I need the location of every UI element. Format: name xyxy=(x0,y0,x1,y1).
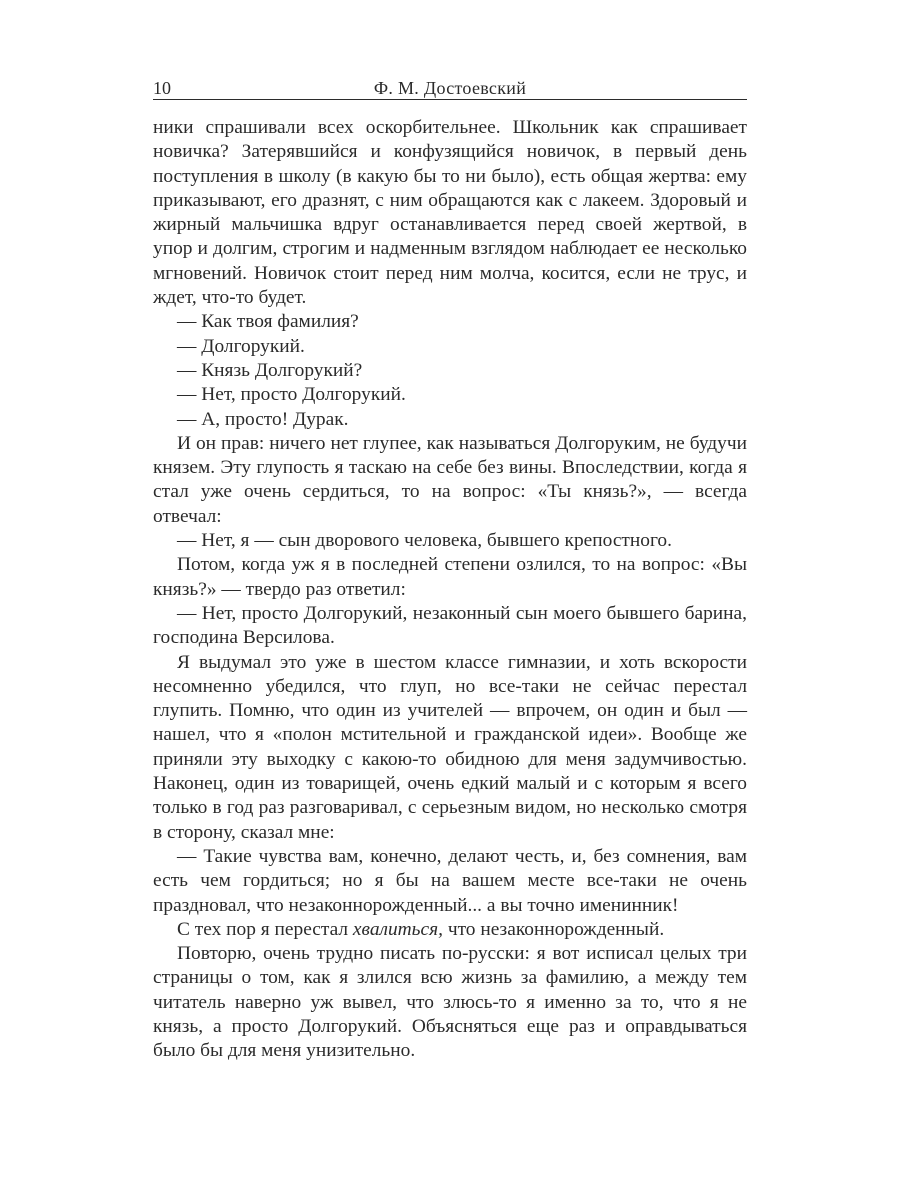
paragraph-1: ники спрашивали всех оскорбительнее. Школьник как спрашивает новичка? Затерявшийся и конфузящийся новичок, в первый день поступления в школу (в какую бы то ни было), есть общая жертва: ему приказывают, его дразнят, с ним обращаются как с лакеем. Здоровый и жирный мальчишка вдруг останавливается перед своей жертвой, в упор и долгим, строгим и надменным взглядом наблюдает ее несколько мгновений. Новичок стоит перед ним молча, косится, если не трус, и ждет, что-то будет. xyxy=(153,117,747,309)
paragraph-2: И он прав: ничего нет глупее, как называться Долгоруким, не будучи князем. Эту глупость я таскаю на себе без вины. Впоследствии, когда я стал уже очень сердиться, то на вопрос: «Ты князь?», — всегда отвечал: xyxy=(153,432,747,527)
paragraph-5-start: С тех пор я перестал xyxy=(177,918,353,940)
page-number: 10 xyxy=(153,78,171,98)
dialogue-line-3: — Князь Долгорукий? xyxy=(177,359,363,381)
italic-word: хвалиться, xyxy=(352,918,443,940)
paragraph-6: Повторю, очень трудно писать по-русски: я вот исписал целых три страницы о том, как я злился всю жизнь за фамилию, а между тем читатель наверно уж вывел, что злюсь-то я именно за то, что я не князь, а просто Долгорукий. Объясняться еще раз и оправдываться было бы для меня унизительно. xyxy=(153,943,747,1062)
dialogue-line-1: — Как твоя фамилия? xyxy=(177,311,359,333)
body-text xyxy=(153,116,747,1064)
paragraph-3: Потом, когда уж я в последней степени озлился, то на вопрос: «Вы князь?» — твердо раз ответил: xyxy=(153,554,747,600)
dialogue-line-6: — Нет, я — сын дворового человека, бывшего крепостного. xyxy=(177,530,672,552)
dialogue-line-2: — Долгорукий. xyxy=(177,335,305,357)
dialogue-line-8: — Такие чувства вам, конечно, делают честь, и, без сомнения, вам есть чем гордиться; но я бы на вашем месте все-таки не очень праздновал, что незаконнорожденный... а вы точно именинник! xyxy=(153,845,747,916)
dialogue-line-7: — Нет, просто Долгорукий, незаконный сын моего бывшего барина, господина Версилова. xyxy=(153,602,747,649)
running-head xyxy=(153,76,747,100)
dialogue-line-4: — Нет, просто Долгорукий. xyxy=(177,384,406,406)
dialogue-line-5: — А, просто! Дурак. xyxy=(177,408,349,430)
paragraph-5 xyxy=(153,918,747,942)
header-rule xyxy=(153,99,747,100)
running-title: Ф. М. Достоевский xyxy=(373,78,527,98)
paragraph-4: Я выдумал это уже в шестом классе гимназии, и хоть вскорости несомненно убедился, что глуп, но все-таки не сейчас перестал глупить. Помню, что один из учителей — впрочем, он один и был — нашел, что я «полон мстительной и гражданской идеи». Вообще же приняли эту выходку с какою-то обидною для меня задумчивостью. Наконец, один из товарищей, очень едкий малый и с которым я всего только в год раз разговаривал, с серьезным видом, но несколько смотря в сторону, сказал мне: xyxy=(153,651,747,843)
book-page xyxy=(153,0,747,1200)
paragraph-5-end: что незаконнорожденный. xyxy=(442,918,665,940)
